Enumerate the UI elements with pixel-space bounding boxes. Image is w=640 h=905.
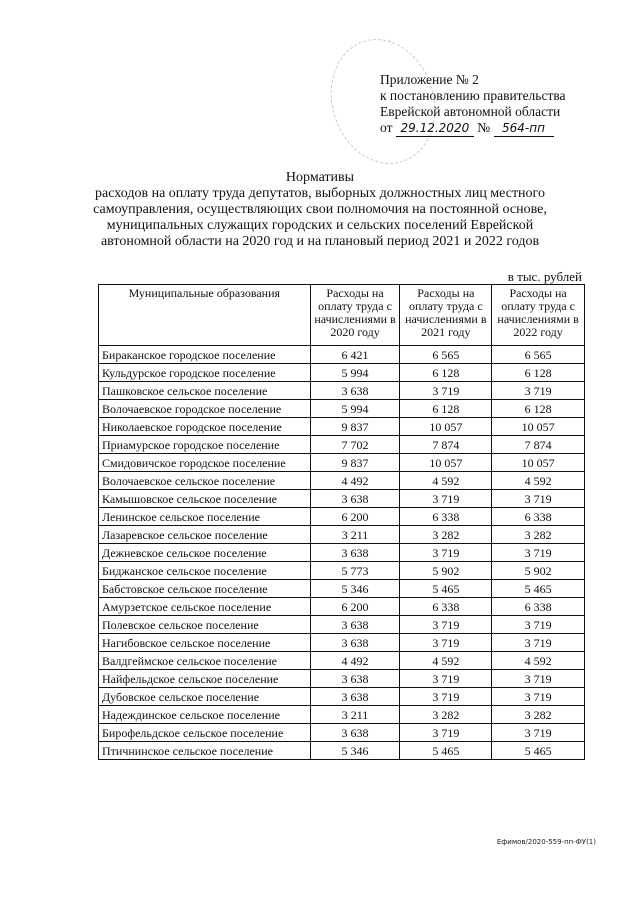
value-2020: 3 638 — [310, 544, 400, 562]
handwritten-date: 29.12.2020 — [396, 120, 474, 137]
municipality-name: Ленинское сельское поселение — [99, 508, 311, 526]
value-2021: 3 719 — [400, 382, 492, 400]
value-2021: 6 338 — [400, 508, 492, 526]
value-2020: 6 200 — [310, 508, 400, 526]
header-municipality: Муниципальные образования — [99, 285, 311, 346]
value-2020: 6 200 — [310, 598, 400, 616]
table-row — [99, 364, 585, 382]
table-row — [99, 436, 585, 454]
appendix-region: Еврейской автономной области — [380, 104, 561, 119]
appendix-ref: к постановлению правительства — [380, 88, 566, 103]
value-2021: 5 902 — [400, 562, 492, 580]
value-2022: 3 719 — [492, 544, 585, 562]
table-row — [99, 400, 585, 418]
value-2021: 5 465 — [400, 580, 492, 598]
table-row — [99, 472, 585, 490]
table-row — [99, 670, 585, 688]
date-prefix: от — [380, 120, 393, 135]
value-2021: 10 057 — [400, 418, 492, 436]
value-2022: 3 282 — [492, 706, 585, 724]
table-row — [99, 454, 585, 472]
table-row — [99, 562, 585, 580]
table-row — [99, 616, 585, 634]
value-2022: 10 057 — [492, 454, 585, 472]
value-2022: 6 128 — [492, 400, 585, 418]
value-2021: 3 719 — [400, 688, 492, 706]
table-row — [99, 526, 585, 544]
value-2020: 5 994 — [310, 364, 400, 382]
header-2020: Расходы на оплату труда с начислениями в 2020 году — [310, 285, 400, 346]
value-2021: 3 719 — [400, 634, 492, 652]
value-2021: 6 128 — [400, 364, 492, 382]
value-2022: 3 719 — [492, 670, 585, 688]
value-2020: 9 837 — [310, 418, 400, 436]
appendix-block — [380, 72, 566, 137]
municipality-name: Приамурское городское поселение — [99, 436, 311, 454]
value-2022: 3 282 — [492, 526, 585, 544]
norms-table — [98, 284, 585, 760]
number-prefix: № — [477, 120, 491, 135]
value-2020: 3 638 — [310, 634, 400, 652]
table-row — [99, 544, 585, 562]
value-2021: 6 128 — [400, 400, 492, 418]
value-2022: 3 719 — [492, 616, 585, 634]
value-2022: 6 338 — [492, 508, 585, 526]
value-2021: 3 719 — [400, 490, 492, 508]
table-row — [99, 382, 585, 400]
value-2020: 7 702 — [310, 436, 400, 454]
value-2021: 3 719 — [400, 724, 492, 742]
table-header-row — [99, 285, 585, 346]
table-row — [99, 490, 585, 508]
table-row — [99, 580, 585, 598]
value-2020: 3 638 — [310, 616, 400, 634]
table-row — [99, 418, 585, 436]
value-2021: 3 719 — [400, 616, 492, 634]
header-2021: Расходы на оплату труда с начислениями в 2021 году — [400, 285, 492, 346]
value-2020: 3 638 — [310, 724, 400, 742]
table-row — [99, 706, 585, 724]
municipality-name: Полевское сельское поселение — [99, 616, 311, 634]
value-2020: 4 492 — [310, 472, 400, 490]
table-row — [99, 742, 585, 760]
municipality-name: Дежневское сельское поселение — [99, 544, 311, 562]
value-2021: 4 592 — [400, 472, 492, 490]
table-row — [99, 652, 585, 670]
municipality-name: Надеждинское сельское поселение — [99, 706, 311, 724]
value-2021: 10 057 — [400, 454, 492, 472]
value-2022: 5 902 — [492, 562, 585, 580]
table-row — [99, 724, 585, 742]
value-2021: 3 282 — [400, 706, 492, 724]
appendix-date-line — [380, 120, 566, 137]
value-2020: 3 211 — [310, 526, 400, 544]
municipality-name: Амурзетское сельское поселение — [99, 598, 311, 616]
municipality-name: Найфельдское сельское поселение — [99, 670, 311, 688]
municipality-name: Нагибовское сельское поселение — [99, 634, 311, 652]
heading-title: Нормативы — [285, 170, 355, 185]
value-2021: 5 465 — [400, 742, 492, 760]
value-2020: 9 837 — [310, 454, 400, 472]
heading-line-1: расходов на оплату труда депутатов, выборных должностных лиц местного — [95, 186, 545, 201]
value-2021: 6 338 — [400, 598, 492, 616]
value-2021: 6 565 — [400, 346, 492, 364]
municipality-name: Бирофельдское сельское поселение — [99, 724, 311, 742]
value-2022: 6 338 — [492, 598, 585, 616]
value-2021: 4 592 — [400, 652, 492, 670]
value-2022: 4 592 — [492, 652, 585, 670]
value-2022: 5 465 — [492, 580, 585, 598]
value-2021: 3 719 — [400, 544, 492, 562]
value-2022: 3 719 — [492, 634, 585, 652]
footer-code: Ефимов/2020-559-пп-ФУ(1) — [496, 838, 596, 846]
municipality-name: Пашковское сельское поселение — [99, 382, 311, 400]
value-2022: 10 057 — [492, 418, 585, 436]
heading-line-3: муниципальных служащих городских и сельских поселений Еврейской — [106, 218, 534, 233]
value-2022: 4 592 — [492, 472, 585, 490]
municipality-name: Смидовичское городское поселение — [99, 454, 311, 472]
value-2022: 3 719 — [492, 382, 585, 400]
heading-line-2: самоуправления, осуществляющих свои полномочия на постоянной основе, — [93, 202, 547, 217]
header-2022: Расходы на оплату труда с начислениями в 2022 году — [492, 285, 585, 346]
table-row — [99, 346, 585, 364]
appendix-title: Приложение № 2 — [380, 72, 479, 87]
value-2020: 4 492 — [310, 652, 400, 670]
municipality-name: Лазаревское сельское поселение — [99, 526, 311, 544]
municipality-name: Волочаевское сельское поселение — [99, 472, 311, 490]
municipality-name: Бираканское городское поселение — [99, 346, 311, 364]
value-2022: 3 719 — [492, 724, 585, 742]
municipality-name: Камышовское сельское поселение — [99, 490, 311, 508]
value-2020: 3 638 — [310, 382, 400, 400]
table-body — [99, 346, 585, 760]
value-2020: 3 638 — [310, 490, 400, 508]
municipality-name: Волочаевское городское поселение — [99, 400, 311, 418]
table-row — [99, 634, 585, 652]
municipality-name: Бабстовское сельское поселение — [99, 580, 311, 598]
value-2022: 7 874 — [492, 436, 585, 454]
document-heading — [60, 170, 580, 250]
value-2020: 5 773 — [310, 562, 400, 580]
municipality-name: Николаевское городское поселение — [99, 418, 311, 436]
municipality-name: Валдгеймское сельское поселение — [99, 652, 311, 670]
value-2021: 3 719 — [400, 670, 492, 688]
value-2021: 3 282 — [400, 526, 492, 544]
value-2021: 7 874 — [400, 436, 492, 454]
municipality-name: Кульдурское городское поселение — [99, 364, 311, 382]
table-row — [99, 598, 585, 616]
value-2020: 5 994 — [310, 400, 400, 418]
units-label: в тыс. рублей — [507, 269, 582, 284]
municipality-name: Птичнинское сельское поселение — [99, 742, 311, 760]
value-2022: 3 719 — [492, 490, 585, 508]
value-2022: 6 565 — [492, 346, 585, 364]
value-2022: 6 128 — [492, 364, 585, 382]
heading-line-4: автономной области на 2020 год и на плановый период 2021 и 2022 годов — [100, 234, 540, 249]
table-row — [99, 508, 585, 526]
value-2022: 3 719 — [492, 688, 585, 706]
value-2020: 5 346 — [310, 742, 400, 760]
municipality-name: Биджанское сельское поселение — [99, 562, 311, 580]
value-2020: 6 421 — [310, 346, 400, 364]
value-2020: 5 346 — [310, 580, 400, 598]
value-2022: 5 465 — [492, 742, 585, 760]
value-2020: 3 211 — [310, 706, 400, 724]
value-2020: 3 638 — [310, 670, 400, 688]
handwritten-number: 564-пп — [494, 120, 554, 137]
table-row — [99, 688, 585, 706]
municipality-name: Дубовское сельское поселение — [99, 688, 311, 706]
value-2020: 3 638 — [310, 688, 400, 706]
